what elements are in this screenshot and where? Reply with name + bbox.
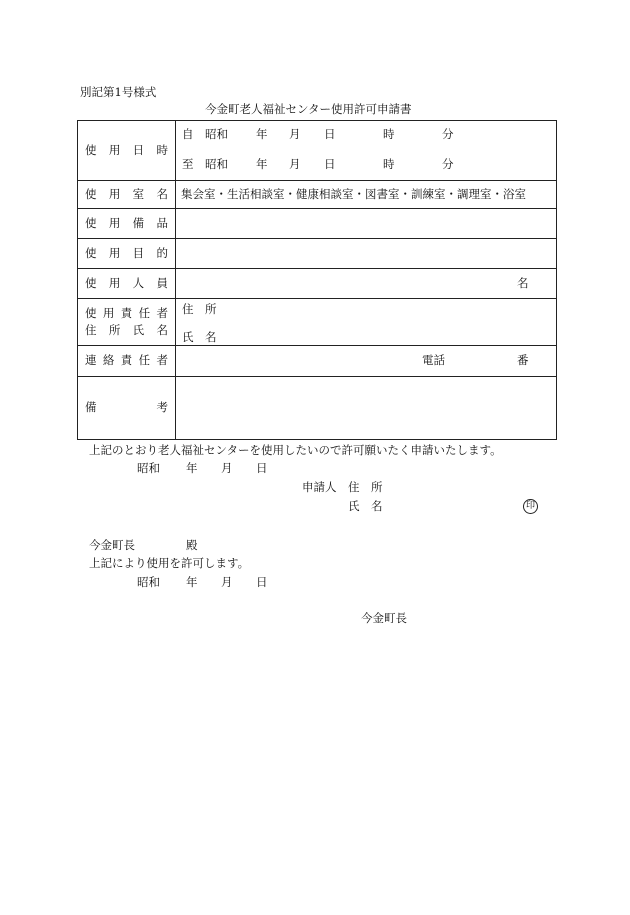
approval-date-era: 昭和 <box>137 575 160 589</box>
row-purpose <box>78 239 557 269</box>
label-purpose: 使 用 目 的 <box>78 239 176 269</box>
request-date-year: 年 <box>186 461 198 475</box>
responsible-person-field[interactable] <box>176 299 557 346</box>
persons-field[interactable] <box>176 269 557 299</box>
to-year: 年 <box>256 157 268 171</box>
applicant-address-label: 住 所 <box>348 480 383 494</box>
label-room-name: 使 用 室 名 <box>78 181 176 209</box>
responsible-address-label: 住 所 <box>182 302 217 316</box>
contact-number-unit: 番 <box>517 353 529 367</box>
contact-phone-label: 電話 <box>422 353 445 367</box>
request-date-month: 月 <box>221 461 233 475</box>
row-persons <box>78 269 557 299</box>
equipment-field[interactable] <box>176 209 557 239</box>
approval-issuer: 今金町長 <box>361 611 407 625</box>
applicant-name-label: 氏 名 <box>348 499 383 513</box>
row-notes <box>78 377 557 440</box>
from-prefix: 自 <box>182 127 194 141</box>
form-title: 今金町老人福祉センター使用許可申請書 <box>205 102 412 116</box>
row-room-name <box>78 181 557 209</box>
from-minute: 分 <box>442 127 454 141</box>
from-year: 年 <box>256 127 268 141</box>
purpose-field[interactable] <box>176 239 557 269</box>
row-equipment <box>78 209 557 239</box>
application-form-table <box>77 120 557 440</box>
approval-honorific: 殿 <box>186 538 198 552</box>
to-hour: 時 <box>383 157 395 171</box>
row-usage-datetime <box>78 121 557 181</box>
usage-datetime-field[interactable] <box>176 121 557 181</box>
to-minute: 分 <box>442 157 454 171</box>
row-contact-person <box>78 346 557 377</box>
from-era: 昭和 <box>205 127 228 141</box>
request-text: 上記のとおり老人福祉センターを使用したいので許可願いたく申請いたします。 <box>89 443 502 457</box>
from-hour: 時 <box>383 127 395 141</box>
label-equipment: 使 用 備 品 <box>78 209 176 239</box>
row-responsible-person <box>78 299 557 346</box>
from-month: 月 <box>289 127 301 141</box>
room-options: 集会室・生活相談室・健康相談室・図書室・訓練室・調理室・浴室 <box>181 187 526 201</box>
notes-field[interactable] <box>176 377 557 440</box>
to-day: 日 <box>324 157 336 171</box>
label-persons: 使 用 人 員 <box>78 269 176 299</box>
persons-unit: 名 <box>517 276 529 290</box>
to-prefix: 至 <box>182 157 194 171</box>
approval-date-year: 年 <box>186 575 198 589</box>
approval-text: 上記により使用を許可します。 <box>89 556 250 570</box>
to-era: 昭和 <box>205 157 228 171</box>
responsible-name-label: 氏 名 <box>182 330 217 344</box>
request-date-day: 日 <box>256 461 268 475</box>
from-day: 日 <box>324 127 336 141</box>
room-name-field[interactable] <box>176 181 557 209</box>
label-notes: 備 考 <box>78 377 176 440</box>
applicant-label: 申請人 <box>302 480 337 494</box>
seal-mark-icon: 印 <box>523 499 538 514</box>
contact-person-field[interactable] <box>176 346 557 377</box>
form-id: 別記第1号様式 <box>80 85 157 99</box>
label-responsible-person: 使 用 責 任 者 住 所 氏 名 <box>78 299 176 346</box>
label-contact-person: 連 絡 責 任 者 <box>78 346 176 377</box>
request-date-era: 昭和 <box>137 461 160 475</box>
approval-date-month: 月 <box>221 575 233 589</box>
approval-addressee: 今金町長 <box>89 538 135 552</box>
to-month: 月 <box>289 157 301 171</box>
label-usage-datetime: 使 用 日 時 <box>78 121 176 181</box>
approval-date-day: 日 <box>256 575 268 589</box>
